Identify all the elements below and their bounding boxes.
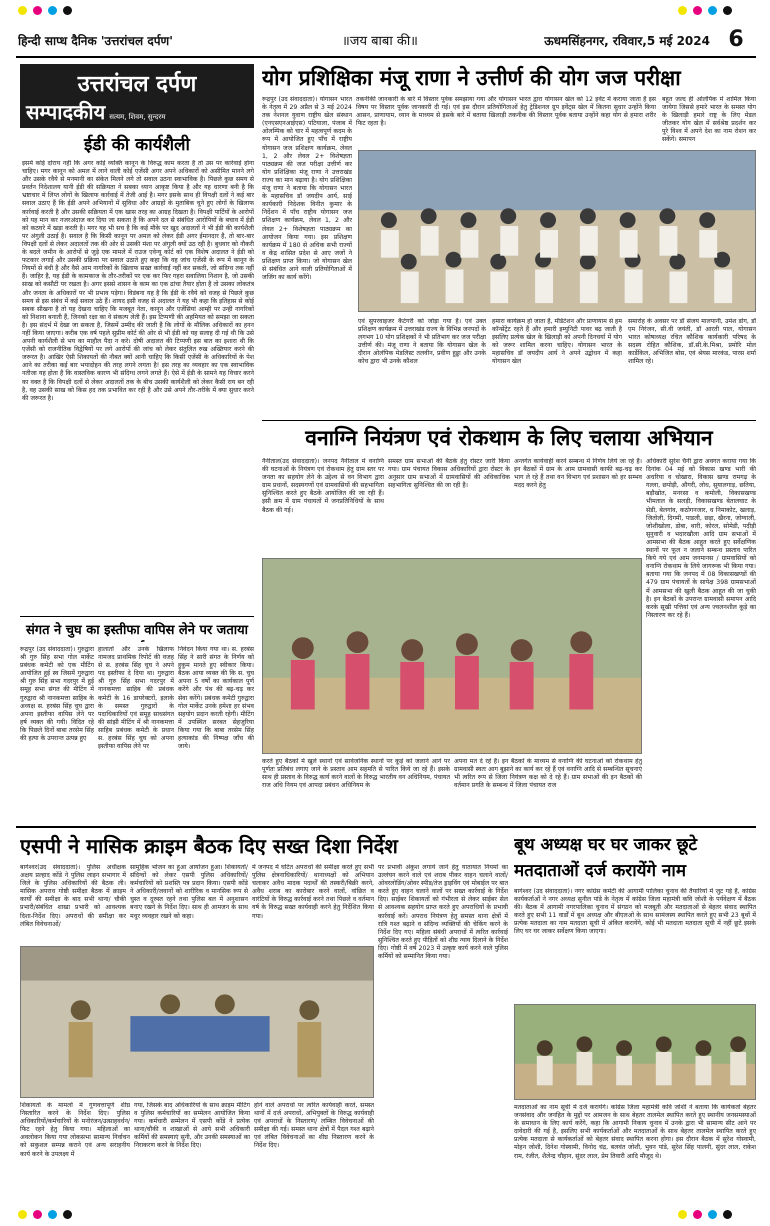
forest-body-col1: नैनीताल(उद संवाददाता)। जनपद नैनीताल में वनाग्नि की घटनाओं के नियंत्रण एवं रोकथाम हेतु ग्राम स्तर पर जनता का सहयोग लेने के उद्देश्य से वन विभाग द्वारा ग्राम प्रधानों, सदस्यगणों एवं ग्रामवासियों की सहभागिता सुनिश्चित करते हुए बैठकें आयोजित की जा रही हैं। इसी क्रम में ग्राम पंचायतों में जनप्रतिनिधियों के साथ बैठक की गई। xyxy=(262,458,384,514)
page-number: 6 xyxy=(728,27,744,52)
middle-rule xyxy=(16,826,756,828)
booth-headline: बूथ अध्यक्ष घर घर जाकर छूटे मतदाताओं दर्ज करायेंगे नाम xyxy=(514,835,698,881)
dot-yellow xyxy=(18,6,27,15)
forest-body-col6: अपना मत दे रहे हैं। इन बैठकों के माध्यम से वनाग्नि की घटनाओं को रोकथाम हेतु ग्रामवासी स्वतः आग बुझाने का कार्य कर रहे हैं एवं वनाग्नि आदि से सम्बन्धित सूचनाएं भी त्वरित रूप से जिला नियंत्रण कक्ष को दे रहे हैं। ग्राम सभाओं की इन बैठकों की वर्तमान प्रगति के सम्बन्ध में जिला पंचायत राज xyxy=(454,758,642,790)
dot-magenta xyxy=(33,6,42,15)
yoga-headline: योग प्रशिक्षिका मंजू राणा ने उत्तीर्ण की योग जज परीक्षा xyxy=(262,65,681,90)
dot-cyan xyxy=(48,6,57,15)
masthead-title: उत्तरांचल दर्पण xyxy=(77,71,197,97)
dot-black xyxy=(723,1210,732,1219)
top-color-dots-left xyxy=(18,6,128,18)
editorial-title: ईडी की कार्यशैली xyxy=(84,135,190,155)
yoga-body-col3: बहुत जल्द ही ओलंपिक में शामिल किया जायेगा जिससे हमारे भारत के समस्त योग के खिलाड़ी हमारे राष्ट्र के लिए मेडल जीतकर योग खेल में सर्वश्रेष्ठ प्रदर्शन कर पूरे विश्व में अपने देश का नाम रोशन कर सकेंगे। समापन xyxy=(662,96,756,144)
header-rule xyxy=(16,56,756,58)
forest-body-col2: समस्त ग्राम सभाओं की बैठकें हेतु रोस्टर जारी किया गया। ग्राम पंचायत विकास अधिकारियों द्वारा रोस्टर के अनुसार ग्राम सभाओं में ग्रामवासियों की अधिकाधिक सहभागिता सुनिश्चित की जा रही है। xyxy=(388,458,510,490)
forest-body-col3: अन्तर्गत कार्यवाही करने सम्बन्ध में निर्णय लिये जा रहे हैं। इन बैठकों में ग्राम के आम ग्रामवासी काफी बढ़-चढ़ कर भाग ले रहे हैं तथा वन विभाग एवं प्रशासन को हर सम्भव मदद करने हेतु xyxy=(514,458,642,490)
yoga-body-col2: तकनीकी जानकारी के बारे में विस्तार पूर्वक समझाया गया और योगासन भारत द्वारा योगासन खेल को 12 इवेंट में कराया जाता है इस विषय पर विस्तार पूर्वक जानकारी दी गई। एवं इस दौरान प्रतियोगिताओं हेतु ट्रेडिशनल ग्रुप इवेंट्स खेल में कितना सुधार उन्होंने किया आसन, प्राणायाम, ध्यान के माध्यम से इसके बारे में बताया खिलाड़ी तकनीक की विस्तार पूर्वक बताया उन्होंने कहा योग से हमारा शरीर फिट रहता है। xyxy=(356,96,656,128)
dot-magenta xyxy=(693,1210,702,1219)
dot-cyan xyxy=(708,1210,717,1219)
header-paper-name: हिन्दी साप्ध दैनिक 'उत्तरांचल दर्पण' xyxy=(18,34,173,48)
sp-body-col7: होने वाले अपराधों पर त्वरित कार्यवाही करते, समस्त थानों में दर्ज अपराधों, अभियुक्तों के विरुद्ध कार्यवाही एवं अपराधों के निस्तारण/ लम्बित विवेचनाओं की समीक्षा की गई। समस्त थाना क्षेत्रों में पैदल गश्त बढ़ाने एवं लंबित विवेचनाओं का शीघ्र निस्तारण करने के निर्देश दिए। xyxy=(254,1102,374,1150)
booth-meeting-photo xyxy=(514,1004,756,1100)
forest-body-col4: अधिकारी सुरेश चैनी द्वारा अवगत कराया गया कि दिनांक 04 मई को विकास खण्ड भारी की अधरिया व चोखारा, विकास खण्ड रामगढ़ के गल्ला, छपोड़ी, औगरी, लोध, सुयालगाड़, छतिया, बड़ौखोत, मनरसा व कमोली, विकासखण्ड भीमताल के सलड़ी, विकासखण्ड बेतालघाट के सेडी, बेलगांव, कठोगनजार, ध निमाकोट, खलाड़, जितोली, दिगमी, पाडली, छड़ा, खैरना, जोग्याली, जोशीखोला, डोबा, थारी, कोरल, सोमेडी, पदीड़ी सुनुवारी व भदारखौला आदि ग्राम सभाओं में आमसभा की बैठक आहूत करते हुए सर्वेक्षणिक स्थानों पर फूल न जलाने सम्बन्ध प्रस्ताव पारित किये गये एवं आम जनमानस / ग्रामवासियों को वनाग्नि रोकथाम के लिये जागरूक भी किया गया। बताया गया कि जनपद में 08 विकासखण्डों की 479 ग्राम पंचायतों के सापेक्ष 398 ग्रामसभाओं में आमसभा की खुली बैठक आहूत की जा चुकी है। इन बैठकों के उपरान्त ग्रामवासी समापन आदि करके सूखी पत्तियां एवं अन्य ज्वलनशील कूड़े का निस्तारण कर रहे हैं। xyxy=(646,458,756,619)
yoga-body-col6: समारोह के अवसर पर डॉ संजय मालपानी, उमेश डोंग, डॉ एम निरंजन, सी.वी जयंती, डॉ आरती पाल, योगासन भारत कोषाध्यक्ष रचित कौशिक कार्यकारी परिषद के सदस्य रोहित कौशिक, डॉ.सी.के.मिश्रा, प्रमोरि मोल कार्डेकिल, अभिजित बोस, एवं श्रेयस मारकंड, पारस शर्मा शामिल रहे। xyxy=(628,318,756,366)
top-color-dots-right xyxy=(678,6,758,18)
dot-black xyxy=(63,1210,72,1219)
yoga-body-col4: एवं सुपरवाइजर कैटेगरी को जोड़ा गया है। एवं उक्त प्रशिक्षण कार्यक्रम में उत्तराखंड राज्य के विभिन्न जनपदों के लगभग 10 योग प्रशिक्षकों ने भी प्रतिभाग कर जज परीक्षा उत्तीर्ण की। मंजू राणा ने बताया कि योगासन खेल के दौरान ओलंपिक मेडलिस्ट तलवीन, प्रवीण हुड्डा और उनके कोच द्वारा भी उनके कौशल xyxy=(358,318,486,366)
dot-magenta xyxy=(693,6,702,15)
yoga-bottom-rule xyxy=(262,420,756,421)
yoga-group-photo xyxy=(358,150,756,312)
bottom-color-dots-left xyxy=(18,1210,128,1222)
dot-black xyxy=(63,6,72,15)
dot-cyan xyxy=(708,6,717,15)
sangat-body-col2: हालातों और उनके खिलाफ नामजद प्राथमिक रिपोर्ट की वजह से स. हरबंस सिंह चुघ ने अपने पद इस्तीफा दे दिया था। गुरुद्वारा श्री गुरु सिंह सभा गदरपुर में नानकमत्ता साहिब की प्रबंधक कमेटी के 16 डायरेक्टरों, इलाके के समस्त गुरुद्वारों के पदाधिकारियों एवं समूह साधसंगत की सांझी मीटिंग में श्री नानकमत्ता साहिब प्रबंधक कमेटी के प्रधान स. हरबंस सिंह चुघ को अपना इस्तीफा वापिस लेने पर xyxy=(98,646,174,751)
editorial-masthead xyxy=(20,64,254,128)
dot-yellow xyxy=(678,1210,687,1219)
booth-body-col1: बागेश्वर (उद संवाददाता)। नगर कांग्रेस कमेटी की आगामी पालिका चुनाव की तैयारियों में जुट गई हैं, कांग्रेस कार्यकर्ताओं ने नगर अध्यक्ष सुनील पांडे के नेतृत्व में कांग्रेस जिला महामंत्री कवि जोशी के पर्यवेक्षण में बैठक की। बैठक में आगामी नगरपालिका चुनाव में संगठन को मजबूती और मतदाताओं से बेहतर संवाद स्थापित करते हुए सभी 11 वार्डों में बूथ अध्यक्ष और बीएलओ के साथ सामंजस्य स्थापित करते हुए सभी 23 बूथों में प्रत्येक मतदाता का नाम मतदाता सूची में अंकित करायेंगे, कोई भी मतदाता मतदाता सूची में नहीं छूटे इसके लिए घर घर जाकर सर्वेक्षण किया जाएगा। xyxy=(514,888,756,936)
yoga-body-col1: रूद्रपुर (उद संवाददाता)। योगासन भारत के नेतृत्व में 29 अप्रैल से 3 मई 2024 तक नेशनल युवाण राष्ट्रीय खेल संस्थान (एनएसएनआईएस) पटियाला, पंजाब में ओलम्पिक को चार में महत्वपूर्ण कदम के रूप में आयोजित हुए पाँच में राष्ट्रीय योगासन जज प्रशिक्षण कार्यक्रम, लेवल 1, 2 और लेवल 2+ विशेषज्ञता पाठ्यक्रम की जज परीक्षा उत्तीर्ण कर योग प्रशिक्षिका मंजू राणा ने उत्तराखंड राज्य का मान बढ़ाया है। योग प्रशिक्षिका मंजू राणा ने बताया कि योगासन भारत के महासचिव डॉ जयदीप आर्य, साई कार्यकारी निदेशक विनीत कुमार के निर्देशन में पाँच राष्ट्रीय योगासन जज प्रशिक्षण कार्यक्रम, लेवल 1, 2 और लेवल 2+ विशेषज्ञता पाठ्यक्रम का आयोजन किया गया। इस प्रशिक्षण कार्यक्रम में 180 से अधिक सभी राज्यों व केंद्र शासित प्रदेश से आए जजों ने प्रशिक्षण प्राप्त किया। जो योगासन खेल से संबंधित आने वाली प्रतियोगिताओं में जजिंग का कार्य करेंगे। xyxy=(262,96,352,282)
editorial-body: इसमें कोई दोराय नहीं कि अगर कोई व्यक्ति कानून के विरुद्ध काम करता है तो उस पर कार्रवाई होना चाहिए। मगर कानून को अमल में लाने वाली कोई एजेंसी अगर अपने अधिकारों को असीमित मानने लगे और उसके रवैये से मनमानी का संकेत मिलने लगे तो सवाल उठना स्वाभाविक है। पिछले कुछ समय से प्रवर्तन निदेशालय यानी ईडी की सक्रियता ने सबका ध्यान आकृष्ट किया है और यह धारणा बनी है कि भ्रष्टाचार में लिप्त लोगों के खिलाफ कार्रवाई में तेजी आई है। मगर इसके साथ ही विपक्षी दलों ने कई बार सवाल उठाए हैं कि ईडी अपने अभियानों में सुविधा और आग्रहों के मुताबिक चुने हुए लोगों के खिलाफ कार्रवाई करती है और उसकी सक्रियता में एक खास तरह का आग्रह दिखता है। विपक्षी पार्टियों के आरोपों को यह मान कर नजरअंदाज कर दिया जा सकता है कि अपने दल से संबंधित आरोपियों के बचाव में ईडी को कठघरे में खड़ा करती है। मगर यह भी सच है कि कई मौके पर खुद अदालतों ने भी ईडी की कार्यशैली पर अंगुली उठाई है। सवाल है कि किसी कानून पर अमल को लेकर ईडी अगर ईमानदार है, तो बार-बार विपक्षी दलों से लेकर अदालतों तक की ओर से उसकी मंशा पर अंगुली क्यों उठ रही है। बुधवार को नौकरी के बदले जमीन के आरोपों से जुड़े एक मामले में राउज एवेन्यू कोर्ट को एक विशेष अदालत ने ईडी को फटकार लगाई और उसकी प्रक्रिया पर सवाल उठाते हुए कहा कि वह जांच एजेंसी के रूप में कानून के नियमों से बंधी है और वैसे आम नागरिकों के खिलाफ सख्त कार्रवाई नहीं कर सकती, जो संदिग्ध तक नहीं हैं। जाहिर है, यह ईडी के कामकाज के तौर-तरीकों पर एक कर फिर गहरा सवालिया निशान है, जो उसकी साख को कसौटी पर रखता है। अगर इससे शासन के काम का एक ढांचा तैयार होता है तो उसका लोकतंत्र और जनता के अधिकारों पर भी प्रभाव पड़ेगा। विडंबना यह है कि ईडी के रवैये को वजह से पिछले कुछ समय से इस संबंध में कई सवाल उठे हैं। शायद इसी वजह से अदालत ने यह भी कहा कि इतिहास से कोई सबक सीखना है तो यह देखना चाहिए कि मजबूत नेता, कानून और एजेंसियां आम्ही पर उन्ही नागरिकों को निशाना बनाती हैं, जिनको रक्षा का वे संकल्प लेती हैं। इस टिप्पणी की अहमियत को समझा जा सकता है। इस संदर्भ में देखा जा सकता है, जिसमें उम्मीद की जाती है कि लोगों के मौलिक अधिकारों का हनन नहीं किया जाएगा। करीब एक वर्ष पहले सुप्रीम कोर्ट की ओर से भी ईडी को यह सलाह दी गई थी कि उसे अपनी कार्यशैली से भय का माहौल पैदा न करे। दोषी अदालत की टिप्पणी इस बात का इशारा थी कि एजेंसी को राजनीतिक विद्वेषियों पर लगे आरोपों की जांच को लेकर संतुलित रुख अख्तियार करने की जरूरत है। आखिर ऐसी शिकायतों की नौबत क्यों आनी चाहिए कि किसी एजेंसी के अधिकारियों के पेश आने का तरीका कई बार भयादोहन की तरह लगने लगता है! इस तरह का व्यवहार का एक स्वाभाविक नतीजा यह होता है कि वास्तविक कारण भी संदिग्ध लगने लगते हैं। ऐसे में ईडी के सामने यह विचार करने का वक्त है कि विपक्षी दलों से लेकर अदालतों तक के बीच उसकी कार्यशैली को लेकर कैसी राय बन रही है, वह उसकी साख को किस हद तक प्रभावित कर रही है और उसे अपने तौर-तरीके में क्या सुधार करने की जरूरत है। xyxy=(22,160,254,402)
forest-headline: वनाग्नि नियंत्रण एवं रोकथाम के लिए चलाया अभियान xyxy=(305,425,713,450)
sp-body-col4: पर प्रभावी अंकुश लगाये जाने हेतु यातायात नियमों का उल्लंघन करने वाले एवं शराब पीकर वाहन चलाने वालों/ ओवरलोडिंग/ओवर स्पीड/तेज ड्राइविंग एवं मोबाईल पर बात करते हुए वाहन चलाने वालों पर सख्त कार्रवाई के निर्देश दिए। साईबर शिकायतों को गंभीरता से लेकर साईबर सेल से आवश्यक सहयोग प्राप्त करते हुए अपराधियों के प्रभावी कार्रवाई करें। अपराध नियंत्रण हेतु समस्त थाना क्षेत्रों में रात्रि गश्त बढ़ाने व संदिग्ध व्यक्तियों की चेकिंग करने के निर्देश दिए गए। महिला संबंधी अपराधों में त्वरित कार्रवाई सुनिश्चित करते हुए पीड़ितों को शीघ्र न्याय दिलाने के निर्देश दिए। गोष्ठी में वर्ष 2023 में उत्कृष्ट कार्य करने वाले पुलिस कर्मियों को सम्मानित किया गया। xyxy=(378,864,508,961)
masthead-tagline: सत्यम, शिवम, सुन्दरम xyxy=(109,113,166,121)
dot-yellow xyxy=(18,1210,27,1219)
sp-body-col3: में जनपद में घटित अपराधों की समीक्षा करते हुए सभी पुलिस क्षेत्रनाधिकारियों/ थानाध्यक्षों को अभियान चलाकर अवैध मादक पदार्थों की तस्करी/बिक्री करने, अवैध शराब का कारोबार करने वालों, वांछित व वारंटियों के विरुद्ध कार्रवाई करने तथा पिछले व वर्तमान वर्ष के विरुद्ध सख्त कार्यवाही करने हेतु निर्देशित किया गया। xyxy=(252,864,374,920)
sp-body-col6: गया, जिसके बाद अधिकारियों के साथ क्राइम मीटिंग व पुलिस कर्मचारियों का सम्मेलन आयोजित किया गया। कर्मचारी सम्मेलन में एसपी कोंडे ने प्रत्येक थाना/चौकी व शाखाओं से आये सभी अधिकारी कर्मियों की समस्याएं सुनी, और उनकी समस्याओं का निराकरण करने के निर्देश दिए। xyxy=(134,1102,250,1150)
sp-body-col5: शिकायतों के मामलों में गुणवत्तापूर्ण शीघ्र निस्तारित करने के निर्देश दिए। पुलिस अधिकारियों/कर्मचारियों के मनोरंजन/उत्साहवर्धन/फिट रहने हेतु किया गया। महिलाओं का अवलोकन किया गया लोकसभा सामान्य निर्वाचन को सकुशल सम्पन्न कराने एवं अन्य सराहनीय कार्य करने के उपलक्ष्य में xyxy=(20,1102,130,1158)
sp-body-col2: सामूहिक भोजन का हुआ आयोजन हुआ। शिकायतों/संदिग्धों को लेकर एसपी पुलिस अधिकारियों/कर्मचारियों को प्रशस्ति पत्र प्रदान किया। एसपी कोंडे ने अधिकारी/जवानों को शारीरिक व मानसिक रूप से चुस्त व दुरुस्त रहने तथा पुलिस बल में अनुशासन बनाए रखने के निर्देश दिए। साथ ही आमजन के साथ मधुर व्यवहार रखने को कहा। xyxy=(130,864,248,920)
sangat-headline: संगत ने चुघ का इस्तीफा वापिस लेने पर जताया xyxy=(25,623,249,638)
sangat-body-col1: रूद्रपुर (उद संवाददाता)। गुरुद्वारा श्री गुरु सिंह सभा गोल मार्केट प्रबंधक कमेटी को एक मीटिंग आयोजित हुई स्व जिसमें गुरुद्वारा श्री गुरु सिंह सभा गदरपुर में हुई समूह सभा संगत की मीटिंग में गुरुद्वारा श्री नानकमत्ता साहिब के अध्यक्ष स. हरबंस सिंह चुघ द्वारा अपना इस्तीफा वापिस लेने पर हर्ष व्यक्त की गयी। विदित रहे कि पिछले दिनों बाबा तरसेम सिंह की हत्या के उपरान्त उत्पन्न हुए xyxy=(20,646,94,743)
forest-body-col5: करते हुए बैठकों में खुले स्थानों एवं सार्वजनिक स्थानों पर कूड़े को जलाने आने पर पूर्णतः प्रतिबंध लगाए जाने के प्रस्ताव आम सहमति से पारित किये जा रहे हैं। इसके साथ ही प्रस्ताव के विरुद्ध कार्य करने वालों के विरुद्ध भारतीय वन अधिनियम, पंचायत राज अधि नियम एवं आपदा प्रबंधन अधिनियम के xyxy=(262,758,450,790)
header-motto: ॥जय बाबा की॥ xyxy=(342,34,418,49)
dot-cyan xyxy=(48,1210,57,1219)
dot-black xyxy=(723,6,732,15)
bottom-color-dots-right xyxy=(678,1210,758,1222)
dot-magenta xyxy=(33,1210,42,1219)
sp-meeting-photo xyxy=(20,946,374,1098)
sp-body-col1: बागेश्वर(उद संवाददाता)। पुलिस अधीक्षक अक्षय प्रल्हाद कोंडे ने पुलिस लाइन सभागार में जिले के पुलिस अधिकारियों की बैठक ली। मासिक अपराध गोष्ठी समीक्षा बैठक में क्राइम कार्यों की समीक्षा के बाद सभी थाना/ चौकी प्रभारी/सं‍बंधित शाखा प्रभारी को आवश्यक दिशा-निर्देश दिए। अपराधों की समीक्षा कर लंबित विवेचनाओं/ xyxy=(20,864,126,928)
yoga-body-col5: हमारा कार्यक्रम हो जाता है, मेडिटेशन और प्राणायाम से हम कॉन्सेंट्रेट रहते हैं और हमारी इम्युनिटी पावर बढ़ जाती है इसलिए प्रत्येक खेल के खिलाड़ी को अपनी दिनचर्या में योग को जरूर शामिल करना चाहिए। योगासन भारत के महासचिव डॉ जयदीप आर्य ने अपने उद्बोधन में कहा योगासन खेल xyxy=(492,318,622,366)
booth-body-col2: मतदाताओं का नाम सूची में दर्ज करायेंगे। कांग्रेस जिला महामंत्री कवि जोशी ने बताया कि कार्यकर्ता बेहतर जनसंवाद और जनहित के मुद्दों पर आमजन के साथ बेहतर तालमेल स्थापित करते हुए स्थानीय जनसमस्याओं के समाधान के लिए कार्य करेंगे, कहा कि आगामी निकाय चुनाव में उनके द्वारा भी सामान्य सीट आने पर दावेदारी की गई है, इसलिए सभी कार्यकर्ताओं और मतदाताओं के साथ बेहतर तालमेल स्थापित करते हुए प्रत्येक मतदाता से कार्यकर्ताओं को बेहतर संवाद स्थापित करना होगा। इस दौरान बैठक में सुरेश गोस्वामी, मोहन जोशी, दिनेश गोस्वामी, विनोद चंद्र, बलवंत जोशी, भुवन पांडे, सुरेश सिंह पालनी, सुंदर लाल, राकेश राम, रंजीत, शैलेन्द्र चौहान, सुंदर लाल, प्रेम तिवारी आदि मौजूद थे। xyxy=(514,1104,756,1160)
forest-meeting-photo xyxy=(262,558,642,754)
editorial-bottom-rule xyxy=(20,616,254,617)
masthead-editorial-label: सम्पादकीय xyxy=(26,100,106,124)
header-dateline: ऊधमसिंहनगर, रविवार,5 मई 2024 xyxy=(544,34,710,48)
dot-yellow xyxy=(678,6,687,15)
sp-headline: एसपी ने मासिक क्राइम बैठक दिए सख्त दिशा निर्देश xyxy=(20,834,398,858)
sangat-body-col3: निवेदन किया गया था। स. हरबंस सिंह ने सारी संगत के निर्णय को हुकुम मानते हुए स्वीकार किया। बैठक आया व्यक्त की कि स. चुघ अपना 5 वर्षों का कार्यकाल पूर्ण करेंगे और पंथ की बढ़-चढ़ कर सेवा करेंगे। प्रबंधक कमेटी गुरुद्वारा गोल मार्केट उनके हमेशा हर संभव सहयोग प्रदान करती रहेगी। मीटिंग में उपस्थित सरबत सेहजुरिया किया गया कि बाबा तरसेम सिंह हत्याकांड की निष्पक्ष जाँच की जाये। xyxy=(178,646,254,751)
